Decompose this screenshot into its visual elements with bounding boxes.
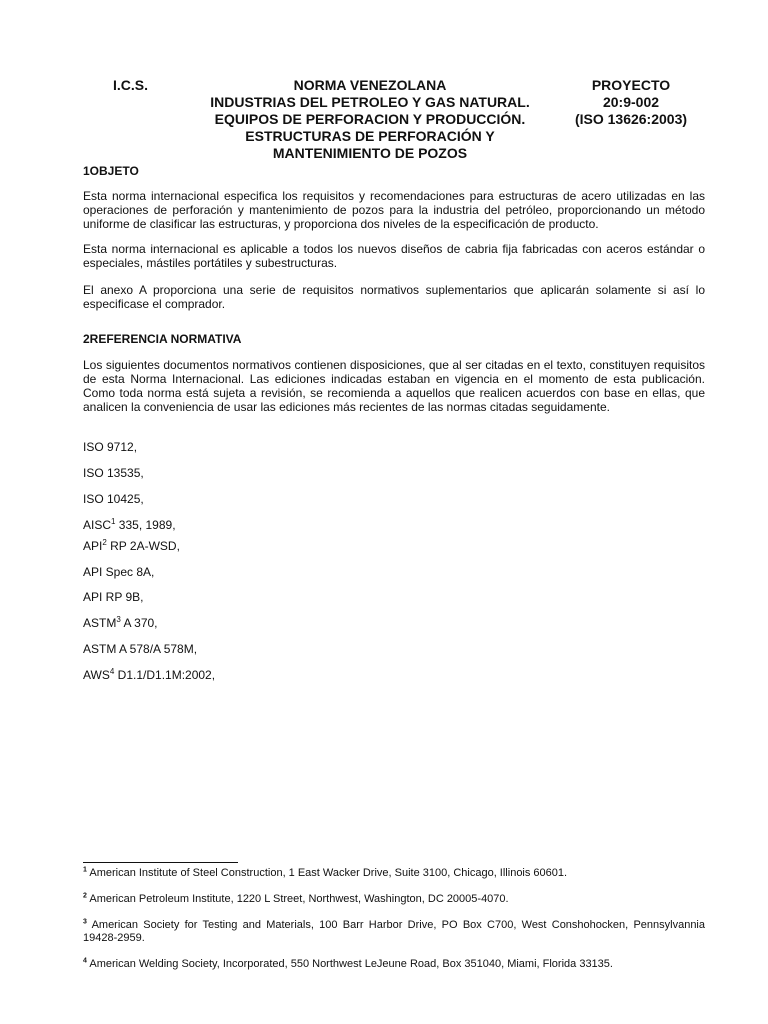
reference-text: ASTM A 578/A 578M, <box>83 642 198 656</box>
footnote <box>83 919 705 945</box>
title-line: MANTENIMIENTO DE POZOS <box>272 145 468 161</box>
reference-text: ISO 10425, <box>83 492 144 506</box>
reference-item <box>83 518 176 532</box>
reference-item <box>83 440 137 454</box>
footnote-number: 4 <box>83 957 87 965</box>
footnote-text: American Institute of Steel Construction, 1 East Wacker Drive, Suite 3100, Chicago, Illinois 60601. <box>89 867 568 879</box>
footnote-number: 1 <box>83 866 87 874</box>
reference-item <box>83 466 144 480</box>
iso-reference: (ISO 13626:2003) <box>574 111 688 127</box>
title-line: EQUIPOS DE PERFORACION Y PRODUCCIÓN. <box>214 111 526 127</box>
project-label: PROYECTO <box>591 77 671 93</box>
footnote-marker: 3 <box>116 615 121 624</box>
footnote-marker: 1 <box>111 517 116 526</box>
reference-text: ASTM <box>83 616 117 630</box>
paragraph: Esta norma internacional es aplicable a todos los nuevos diseños de cabria fija fabricadas con aceros estándar o especiales, mástiles portátiles y subestructuras. <box>83 242 705 270</box>
reference-item <box>83 565 154 579</box>
section-heading-objeto: 1OBJETO <box>83 164 139 178</box>
paragraph: Esta norma internacional especifica los requisitos y recomendaciones para estructuras de acero utilizadas en las operaciones de perforación y mantenimiento de pozos para la industria del petróleo, proporcionando un método uniforme de clasificar las estructuras, y proporciona dos niveles de la especificación de producto. <box>83 189 705 231</box>
project-number: 20:9-002 <box>602 94 660 110</box>
footnote-text: American Society for Testing and Materials, 100 Barr Harbor Drive, PO Box C700, West Conshohocken, Pennsylvannia 19428-2959. <box>83 919 705 944</box>
footnote <box>83 867 705 880</box>
title-line: ESTRUCTURAS DE PERFORACIÓN Y <box>245 128 495 144</box>
reference-text: API Spec 8A, <box>83 565 155 579</box>
reference-item <box>83 642 197 656</box>
reference-item <box>83 492 144 506</box>
paragraph: Los siguientes documentos normativos contienen disposiciones, que al ser citadas en el texto, constituyen requisitos de esta Norma Internacional. Las ediciones indicadas estaban en vigencia en el momento de esta publicación. Como toda norma está sujeta a revisión, se recomienda a aquellos que realicen acuerdos con base en ellas, que analicen la conveniencia de usar las ediciones más recientes de las normas citadas seguidamente. <box>83 358 705 414</box>
footnote-number: 3 <box>83 918 87 926</box>
reference-text: D1.1/D1.1M:2002, <box>114 668 216 682</box>
footnote-text: American Petroleum Institute, 1220 L Street, Northwest, Washington, DC 20005-4070. <box>89 893 509 905</box>
reference-item <box>83 668 215 682</box>
reference-text: API <box>83 539 103 553</box>
footnote <box>83 958 705 971</box>
project-code-block <box>556 77 706 128</box>
reference-text: 335, 1989, <box>115 518 176 532</box>
reference-item <box>83 590 143 604</box>
reference-text: A 370, <box>120 616 158 630</box>
section-heading-referencia-normativa: 2REFERENCIA NORMATIVA <box>83 332 242 346</box>
footnote <box>83 893 705 906</box>
reference-item <box>83 539 180 553</box>
paragraph: El anexo A proporciona una serie de requisitos normativos suplementarios que aplicarán solamente si así lo especificase el comprador. <box>83 283 705 311</box>
reference-item <box>83 616 158 630</box>
reference-text: ISO 13535, <box>83 466 144 480</box>
footnote-separator <box>83 862 238 863</box>
reference-text: AISC <box>83 518 112 532</box>
reference-text: ISO 9712, <box>83 440 138 454</box>
footnote-marker: 2 <box>102 538 107 547</box>
document-title-block <box>170 77 570 162</box>
reference-text: AWS <box>83 668 110 682</box>
title-line: NORMA VENEZOLANA <box>293 77 447 93</box>
reference-text: API RP 9B, <box>83 590 144 604</box>
ics-label: I.C.S. <box>113 77 149 93</box>
footnote-text: American Welding Society, Incorporated, 550 Northwest LeJeune Road, Box 351040, Miami, Florida 33135. <box>89 958 613 970</box>
footnote-marker: 4 <box>109 667 115 676</box>
title-line: INDUSTRIAS DEL PETROLEO Y GAS NATURAL. <box>210 94 530 110</box>
reference-text: RP 2A-WSD, <box>106 539 180 553</box>
footnote-number: 2 <box>83 892 87 900</box>
